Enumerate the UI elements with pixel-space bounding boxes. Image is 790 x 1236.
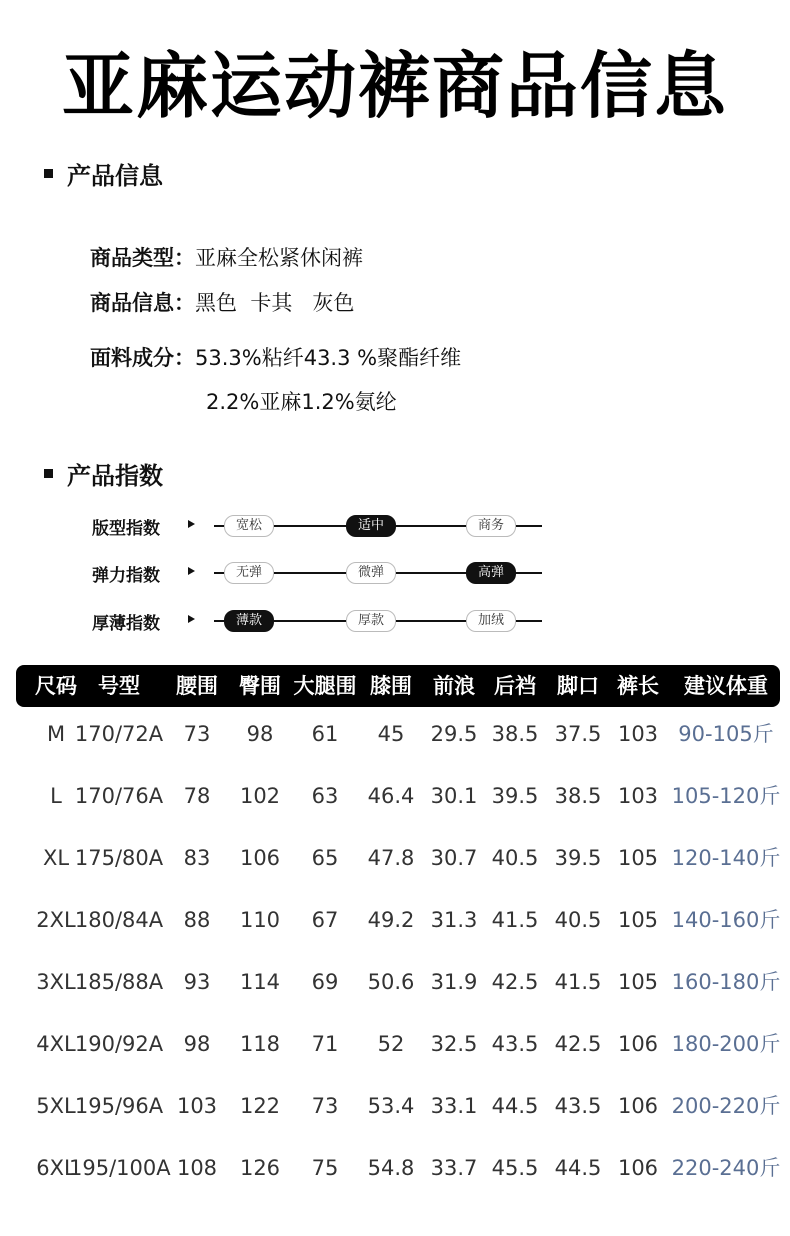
fabric-row [90,342,461,372]
index-option-pill: 高弹 [466,562,516,584]
index-label: 版型指数 [92,519,160,539]
table-cell: 37.5 [554,722,602,746]
table-cell: 170/72A [74,722,164,746]
index-option-pill: 商务 [466,515,516,537]
table-cell: 40.5 [491,846,539,870]
index-option-pill: 微弹 [346,562,396,584]
column-header: 尺码 [35,674,77,698]
table-cell: 29.5 [430,722,478,746]
table-cell: 114 [239,970,281,994]
table-cell: 43.5 [491,1032,539,1056]
column-header: 脚口 [557,674,599,698]
table-cell: 42.5 [491,970,539,994]
table-cell: 41.5 [491,908,539,932]
table-cell: 39.5 [491,784,539,808]
fabric-label: 面料成分： [90,346,195,370]
table-cell: 122 [239,1094,281,1118]
table-cell: 105 [617,908,659,932]
column-header: 腰围 [176,674,218,698]
table-cell: 31.3 [430,908,478,932]
table-cell: 88 [183,908,211,932]
table-cell: 105 [617,846,659,870]
table-cell: 41.5 [554,970,602,994]
table-cell: 110 [239,908,281,932]
product-index-heading [44,456,163,491]
table-cell: 3XL [36,970,76,994]
column-header: 膝围 [370,674,412,698]
table-cell: 180-200斤 [671,1032,781,1056]
table-cell: 106 [239,846,281,870]
table-row [0,1148,790,1188]
table-cell: 102 [239,784,281,808]
table-cell: 54.8 [367,1156,415,1180]
table-cell: 105-120斤 [671,784,781,808]
index-option-pill: 适中 [346,515,396,537]
index-option-pill: 薄款 [224,610,274,632]
table-cell: 4XL [36,1032,76,1056]
table-cell: 140-160斤 [671,908,781,932]
table-cell: 83 [183,846,211,870]
fabric-value-1: 53.3%粘纤43.3 %聚酯纤维 [195,346,462,370]
product-index-heading-label: 产品指数 [67,462,163,490]
table-cell: 195/100A [69,1156,171,1180]
table-cell: 63 [311,784,339,808]
table-cell: 40.5 [554,908,602,932]
table-cell: 46.4 [367,784,415,808]
column-header: 臀围 [239,674,281,698]
fabric-value-2: 2.2%亚麻1.2%氨纶 [206,390,397,414]
product-type-value: 亚麻全松紧休闲裤 [195,246,363,270]
table-cell: 118 [239,1032,281,1056]
table-cell: 185/88A [74,970,164,994]
table-cell: 44.5 [554,1156,602,1180]
index-label: 厚薄指数 [92,614,160,634]
index-row [92,607,552,635]
table-cell: 103 [617,722,659,746]
table-cell: L [50,784,62,808]
table-row [0,1024,790,1064]
table-row [0,838,790,878]
table-cell: 78 [183,784,211,808]
table-cell: 67 [311,908,339,932]
index-row [92,559,552,587]
table-row [0,1086,790,1126]
table-cell: 73 [311,1094,339,1118]
index-option-pill: 宽松 [224,515,274,537]
table-cell: 93 [183,970,211,994]
page-title: 亚麻运动裤商品信息 [61,44,728,128]
table-cell: 220-240斤 [671,1156,781,1180]
table-cell: 38.5 [554,784,602,808]
table-cell: 32.5 [430,1032,478,1056]
product-info-heading-label: 产品信息 [67,162,163,190]
table-cell: 71 [311,1032,339,1056]
table-cell: 39.5 [554,846,602,870]
triangle-right-icon [188,615,195,623]
table-cell: 53.4 [367,1094,415,1118]
table-cell: 190/92A [74,1032,164,1056]
table-cell: 175/80A [74,846,164,870]
table-cell: 73 [183,722,211,746]
table-cell: 45.5 [491,1156,539,1180]
table-cell: 106 [617,1094,659,1118]
product-info-heading [44,156,163,191]
product-type-label: 商品类型： [90,246,195,270]
product-colors-value: 黑色 卡其 灰色 [195,291,355,315]
index-option-pill: 厚款 [346,610,396,632]
table-cell: 6XL [36,1156,76,1180]
table-cell: 126 [239,1156,281,1180]
bullet-square-icon [44,169,53,178]
table-cell: 43.5 [554,1094,602,1118]
table-cell: 103 [617,784,659,808]
column-header: 大腿围 [293,674,357,698]
table-cell: 33.1 [430,1094,478,1118]
table-cell: 42.5 [554,1032,602,1056]
table-cell: 30.7 [430,846,478,870]
table-cell: 31.9 [430,970,478,994]
column-header: 号型 [98,674,140,698]
table-cell: 33.7 [430,1156,478,1180]
table-cell: 160-180斤 [671,970,781,994]
table-cell: 69 [311,970,339,994]
table-cell: 2XL [36,908,76,932]
table-cell: 65 [311,846,339,870]
triangle-right-icon [188,567,195,575]
table-cell: 50.6 [367,970,415,994]
column-header: 后裆 [494,674,536,698]
table-cell: 49.2 [367,908,415,932]
bullet-square-icon [44,469,53,478]
table-cell: 98 [183,1032,211,1056]
product-type-row [90,242,363,272]
table-cell: 75 [311,1156,339,1180]
table-cell: 61 [311,722,339,746]
table-row [0,962,790,1002]
table-cell: XL [42,846,70,870]
table-cell: 105 [617,970,659,994]
table-row [0,714,790,754]
table-cell: 180/84A [74,908,164,932]
table-cell: 103 [176,1094,218,1118]
table-cell: 45 [377,722,405,746]
table-cell: M [46,722,66,746]
table-row [0,900,790,940]
column-header: 建议体重 [684,674,768,698]
table-cell: 108 [176,1156,218,1180]
triangle-right-icon [188,520,195,528]
index-option-pill: 加绒 [466,610,516,632]
table-cell: 200-220斤 [671,1094,781,1118]
column-header: 裤长 [617,674,659,698]
table-cell: 106 [617,1032,659,1056]
table-cell: 5XL [36,1094,76,1118]
table-cell: 44.5 [491,1094,539,1118]
product-colors-row [90,287,354,317]
table-cell: 30.1 [430,784,478,808]
table-cell: 98 [246,722,274,746]
index-row [92,512,552,540]
table-cell: 120-140斤 [671,846,781,870]
table-cell: 47.8 [367,846,415,870]
index-label: 弹力指数 [92,566,160,586]
product-colors-label: 商品信息： [90,291,195,315]
table-cell: 195/96A [74,1094,164,1118]
table-cell: 170/76A [74,784,164,808]
table-cell: 52 [377,1032,405,1056]
index-option-pill: 无弹 [224,562,274,584]
table-cell: 90-105斤 [678,722,774,746]
column-header: 前浪 [433,674,475,698]
table-cell: 106 [617,1156,659,1180]
table-cell: 38.5 [491,722,539,746]
table-row [0,776,790,816]
